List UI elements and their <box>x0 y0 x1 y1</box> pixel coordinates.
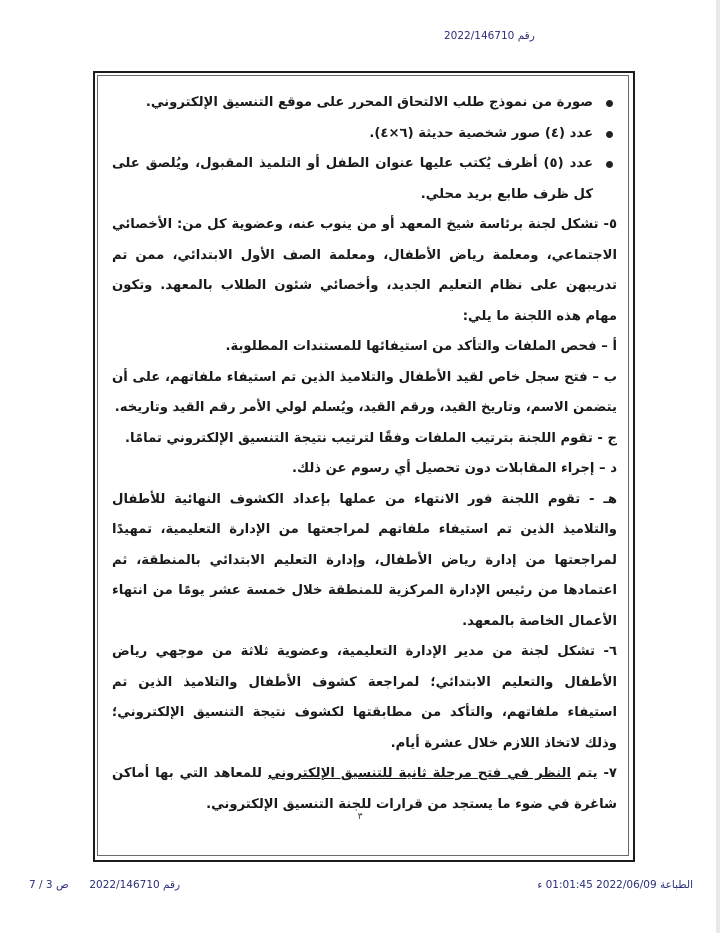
footer-print-suffix: ء <box>537 879 543 891</box>
bullet-item <box>112 119 617 150</box>
clause-5: ٥- تشكل لجنة برئاسة شيخ المعهد أو من ينوب عنه، وعضوية كل من: الأخصائي الاجتماعي، ومعلمة رياض الأطفال، ومعلمة الصف الأول الابتدائي، ممن تم تدريبهن على نظام التعليم الجديد، وأخصائي شئون الطلاب بالمعهد. وتكون مهام هذه اللجنة ما يلي: <box>112 217 617 324</box>
bullet-dot-icon <box>606 161 613 168</box>
footer-print-info <box>537 879 693 891</box>
footer-page-label: ص <box>55 879 69 891</box>
footer-ref-number: 2022/146710 <box>89 879 160 891</box>
clause-7-end: للمعاهد التي بها أماكن شاغرة في ضوء ما يستجد من قرارات للجنة التنسيق الإلكتروني. <box>112 766 617 812</box>
bullet-dot-icon <box>606 100 613 107</box>
footer-print-datetime: 2022/06/09 01:01:45 <box>545 879 657 891</box>
clause-6: ٦- تشكل لجنة من مدير الإدارة التعليمية، وعضوية ثلاثة من موجهي رياض الأطفال والتعليم الابتدائي؛ لمراجعة كشوف الأطفال والتلاميذ الذين تم استيفاء ملفاتهم، والتأكد من مطابقتها لكشوف نتيجة التنسيق الإلكتروني؛ وذلك لاتخاذ اللازم خلال عشرة أيام. <box>112 644 617 751</box>
clause-5-c: ج - تقوم اللجنة بترتيب الملفات وفقًا لترتيب نتيجة التنسيق الإلكتروني تمامًا. <box>125 430 617 446</box>
bullet-item <box>112 88 617 119</box>
footer-print-label: الطباعة <box>660 879 693 891</box>
footer-page-total: 7 <box>29 879 36 891</box>
header-ref-number: 2022/146710 <box>444 30 515 42</box>
bullet-item <box>112 149 617 210</box>
page-number: ٣ <box>357 812 363 822</box>
clause-7-underlined: النظر في فتح مرحلة ثانية للتنسيق الإلكتروني <box>267 766 571 781</box>
bullet-text: صورة من نموذج طلب الالتحاق المحرر على موقع التنسيق الإلكتروني. <box>145 95 593 110</box>
footer-page-sep: / <box>39 879 43 891</box>
clause-5-h: هـ - تقوم اللجنة فور الانتهاء من عملها بإعداد الكشوف النهائية للأطفال والتلاميذ الذين تم استيفاء ملفاتهم لمراجعتها من الإدارة التعليمية، تمهيدًا لمراجعتها من إدارة رياض الأطفال، وإدارة التعليم الابتدائي بالمنطقة، ثم اعتمادها من رئيس الإدارة المركزية للمنطقة خلال خمسة عشر يومًا من انتهاء الأعمال الخاصة بالمعهد. <box>112 491 617 629</box>
bullet-text: عدد (٥) أظرف يُكتب عليها عنوان الطفل أو التلميذ المقبول، ويُلصق على كل ظرف طابع بريد محلي. <box>112 156 594 202</box>
clause-5-b: ب – فتح سجل خاص لقيد الأطفال والتلاميذ الذين تم استيفاء ملفاتهم، على أن يتضمن الاسم، وتاريخ القيد، ورقم القيد، ويُسلم لولي الأمر رقم القيد وتاريخه. <box>112 369 617 415</box>
clause-5-d: د – إجراء المقابلات دون تحصيل أي رسوم عن ذلك. <box>292 461 617 476</box>
header-reference <box>444 30 535 42</box>
clause-5-a: أ – فحص الملفات والتأكد من استيفائها للمستندات المطلوبة. <box>225 339 617 354</box>
bullet-text: عدد (٤) صور شخصية حديثة (٦×٤). <box>369 125 593 141</box>
document-body <box>112 88 617 820</box>
header-ref-label: رقم <box>517 30 535 42</box>
footer-reference <box>29 879 180 891</box>
bullet-dot-icon <box>606 131 613 138</box>
scan-edge <box>716 0 720 933</box>
clause-7 <box>112 759 617 820</box>
footer-ref-label: رقم <box>163 879 181 891</box>
footer-page-current: 3 <box>45 879 53 891</box>
clause-7-start: ٧- يتم <box>570 766 617 781</box>
